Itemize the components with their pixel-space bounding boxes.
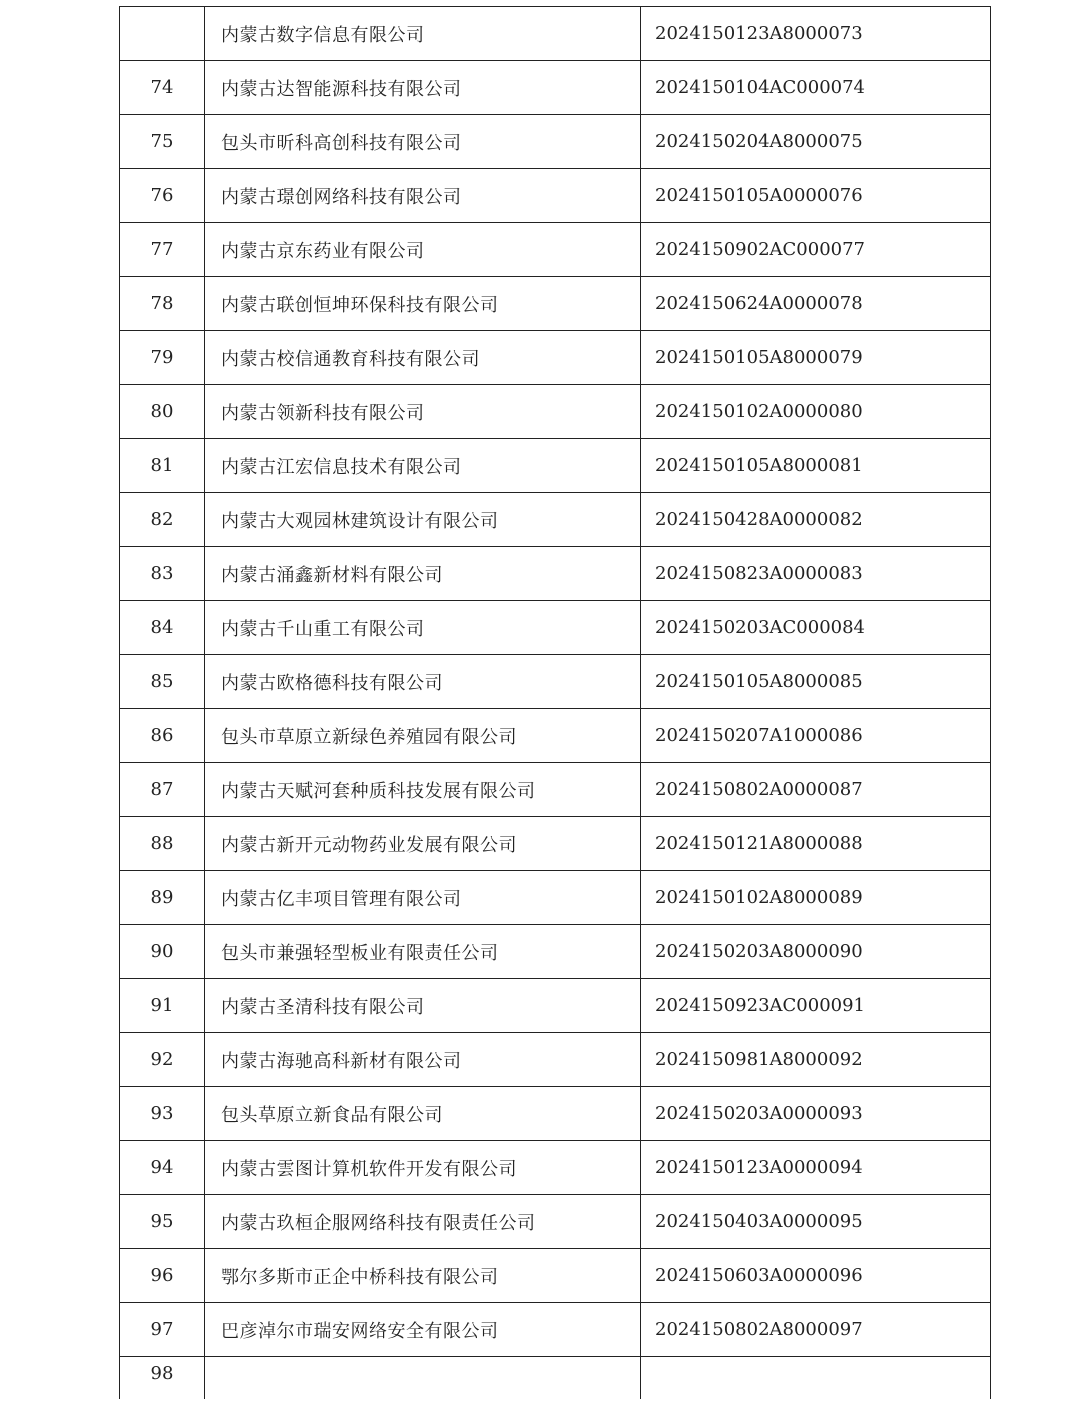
row-number-cell: 79 xyxy=(120,331,205,385)
table-row xyxy=(120,655,991,709)
row-number-cell: 86 xyxy=(120,709,205,763)
table-row xyxy=(120,7,991,61)
row-number-cell: 89 xyxy=(120,871,205,925)
table-row xyxy=(120,1195,991,1249)
row-number-cell: 92 xyxy=(120,1033,205,1087)
registration-code-cell: 2024150802A0000087 xyxy=(641,763,991,817)
company-name-cell: 内蒙古达智能源科技有限公司 xyxy=(205,61,641,115)
company-name-cell: 内蒙古海驰高科新材有限公司 xyxy=(205,1033,641,1087)
company-name-cell: 内蒙古欧格德科技有限公司 xyxy=(205,655,641,709)
registration-code-cell: 2024150204A8000075 xyxy=(641,115,991,169)
company-name-cell: 内蒙古大观园林建筑设计有限公司 xyxy=(205,493,641,547)
registration-code-cell: 2024150123A8000073 xyxy=(641,7,991,61)
row-number-cell: 94 xyxy=(120,1141,205,1195)
table-row xyxy=(120,61,991,115)
table-row xyxy=(120,115,991,169)
row-number-cell: 97 xyxy=(120,1303,205,1357)
registration-code-cell: 2024150823A0000083 xyxy=(641,547,991,601)
registration-code-cell: 2024150902AC000077 xyxy=(641,223,991,277)
company-name-cell: 内蒙古天赋河套种质科技发展有限公司 xyxy=(205,763,641,817)
registry-table-body xyxy=(120,7,991,1400)
registration-code-cell: 2024150981A8000092 xyxy=(641,1033,991,1087)
company-registry-table xyxy=(119,6,991,1399)
table-row xyxy=(120,1141,991,1195)
table-row xyxy=(120,925,991,979)
registration-code-cell: 2024150207A1000086 xyxy=(641,709,991,763)
table-row xyxy=(120,1087,991,1141)
registration-code-cell: 2024150105A8000081 xyxy=(641,439,991,493)
row-number-cell: 98 xyxy=(120,1357,205,1400)
row-number-cell xyxy=(120,7,205,61)
table-row xyxy=(120,763,991,817)
company-name-cell: 包头市草原立新绿色养殖园有限公司 xyxy=(205,709,641,763)
company-name-cell: 内蒙古数字信息有限公司 xyxy=(205,7,641,61)
row-number-cell: 76 xyxy=(120,169,205,223)
table-row xyxy=(120,1033,991,1087)
registration-code-cell xyxy=(641,1357,991,1400)
registration-code-cell: 2024150104AC000074 xyxy=(641,61,991,115)
table-row xyxy=(120,439,991,493)
row-number-cell: 91 xyxy=(120,979,205,1033)
company-name-cell: 内蒙古领新科技有限公司 xyxy=(205,385,641,439)
company-name-cell: 内蒙古圣清科技有限公司 xyxy=(205,979,641,1033)
row-number-cell: 90 xyxy=(120,925,205,979)
registration-code-cell: 2024150105A8000085 xyxy=(641,655,991,709)
company-name-cell: 内蒙古璟创网络科技有限公司 xyxy=(205,169,641,223)
company-name-cell: 内蒙古新开元动物药业发展有限公司 xyxy=(205,817,641,871)
row-number-cell: 88 xyxy=(120,817,205,871)
table-row xyxy=(120,169,991,223)
table-row xyxy=(120,385,991,439)
row-number-cell: 80 xyxy=(120,385,205,439)
table-row xyxy=(120,601,991,655)
table-row xyxy=(120,1249,991,1303)
table-row xyxy=(120,1357,991,1400)
row-number-cell: 74 xyxy=(120,61,205,115)
registration-code-cell: 2024150121A8000088 xyxy=(641,817,991,871)
registration-code-cell: 2024150203AC000084 xyxy=(641,601,991,655)
row-number-cell: 96 xyxy=(120,1249,205,1303)
table-row xyxy=(120,277,991,331)
company-name-cell: 内蒙古千山重工有限公司 xyxy=(205,601,641,655)
table-row xyxy=(120,331,991,385)
row-number-cell: 77 xyxy=(120,223,205,277)
registration-code-cell: 2024150203A8000090 xyxy=(641,925,991,979)
row-number-cell: 93 xyxy=(120,1087,205,1141)
table-row xyxy=(120,979,991,1033)
registration-code-cell: 2024150802A8000097 xyxy=(641,1303,991,1357)
registration-code-cell: 2024150102A8000089 xyxy=(641,871,991,925)
company-name-cell: 鄂尔多斯市正企中桥科技有限公司 xyxy=(205,1249,641,1303)
company-name-cell: 包头草原立新食品有限公司 xyxy=(205,1087,641,1141)
company-name-cell: 内蒙古雲图计算机软件开发有限公司 xyxy=(205,1141,641,1195)
company-name-cell: 巴彦淖尔市瑞安网络安全有限公司 xyxy=(205,1303,641,1357)
registration-code-cell: 2024150105A8000079 xyxy=(641,331,991,385)
registration-code-cell: 2024150123A0000094 xyxy=(641,1141,991,1195)
company-name-cell xyxy=(205,1357,641,1400)
row-number-cell: 81 xyxy=(120,439,205,493)
registration-code-cell: 2024150105A0000076 xyxy=(641,169,991,223)
table-row xyxy=(120,1303,991,1357)
row-number-cell: 87 xyxy=(120,763,205,817)
row-number-cell: 75 xyxy=(120,115,205,169)
table-row xyxy=(120,871,991,925)
row-number-cell: 85 xyxy=(120,655,205,709)
table-row xyxy=(120,547,991,601)
company-name-cell: 内蒙古校信通教育科技有限公司 xyxy=(205,331,641,385)
registration-code-cell: 2024150403A0000095 xyxy=(641,1195,991,1249)
company-name-cell: 包头市昕科高创科技有限公司 xyxy=(205,115,641,169)
registration-code-cell: 2024150603A0000096 xyxy=(641,1249,991,1303)
company-name-cell: 包头市兼强轻型板业有限责任公司 xyxy=(205,925,641,979)
row-number-cell: 83 xyxy=(120,547,205,601)
company-name-cell: 内蒙古京东药业有限公司 xyxy=(205,223,641,277)
company-name-cell: 内蒙古玖桓企服网络科技有限责任公司 xyxy=(205,1195,641,1249)
row-number-cell: 95 xyxy=(120,1195,205,1249)
row-number-cell: 84 xyxy=(120,601,205,655)
table-row xyxy=(120,709,991,763)
table-row xyxy=(120,493,991,547)
registration-code-cell: 2024150102A0000080 xyxy=(641,385,991,439)
row-number-cell: 82 xyxy=(120,493,205,547)
table-row xyxy=(120,817,991,871)
row-number-cell: 78 xyxy=(120,277,205,331)
company-name-cell: 内蒙古亿丰项目管理有限公司 xyxy=(205,871,641,925)
registration-code-cell: 2024150923AC000091 xyxy=(641,979,991,1033)
table-row xyxy=(120,223,991,277)
company-name-cell: 内蒙古联创恒坤环保科技有限公司 xyxy=(205,277,641,331)
company-name-cell: 内蒙古江宏信息技术有限公司 xyxy=(205,439,641,493)
registration-code-cell: 2024150624A0000078 xyxy=(641,277,991,331)
registration-code-cell: 2024150428A0000082 xyxy=(641,493,991,547)
registration-code-cell: 2024150203A0000093 xyxy=(641,1087,991,1141)
company-name-cell: 内蒙古涌鑫新材料有限公司 xyxy=(205,547,641,601)
